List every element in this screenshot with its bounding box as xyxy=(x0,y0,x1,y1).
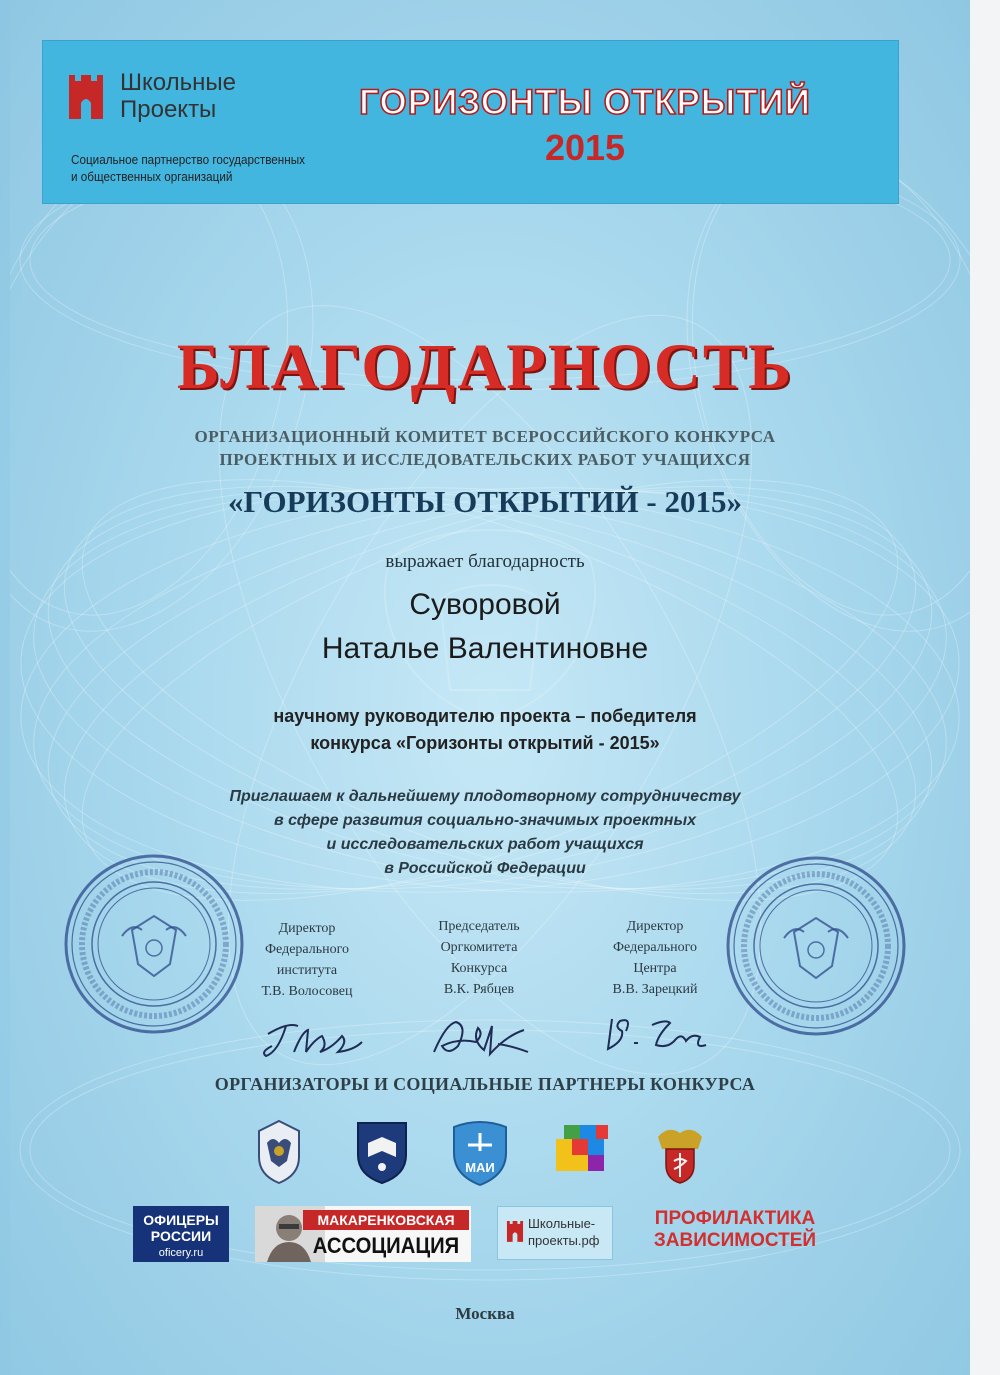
contest-name: «ГОРИЗОНТЫ ОТКРЫТИЙ - 2015» xyxy=(228,484,742,519)
invitation-line-1: Приглашаем к дальнейшему плодотворному сотрудничеству xyxy=(229,788,741,805)
committee-line-2: ПРОЕКТНЫХ И ИССЛЕДОВАТЕЛЬСКИХ РАБОТ УЧАЩИХСЯ xyxy=(219,450,751,469)
signatory-1-name: Т.В. Волосовец xyxy=(261,984,353,999)
signatory-2-name: В.К. Рябцев xyxy=(443,982,515,997)
committee-line-1: ОРГАНИЗАЦИОННЫЙ КОМИТЕТ ВСЕРОССИЙСКОГО КОНКУРСА xyxy=(194,427,776,446)
makarenko-line-1: МАКАРЕНКОВСКАЯ xyxy=(303,1210,469,1230)
signatory-1-title-1: Директор xyxy=(278,921,336,936)
signatory-3 xyxy=(560,916,750,1000)
school-projects-line-2: проекты.рф xyxy=(528,1233,600,1248)
brand-line-1: Школьные xyxy=(120,69,236,96)
recipient-role-line-2: конкурса «Горизонты открытий - 2015» xyxy=(310,733,660,753)
document-title: БЛАГОДАРНОСТЬ xyxy=(176,331,794,403)
tagline-line-2: и общественных организаций xyxy=(71,169,233,184)
header-tagline xyxy=(71,151,314,185)
makarenko-line-2: АССОЦИАЦИЯ xyxy=(312,1233,460,1258)
right-stamp-seal xyxy=(724,854,908,1038)
signatory-2-title-3: Конкурса xyxy=(450,961,508,976)
officers-of-russia-logo xyxy=(133,1206,229,1262)
signature-2 xyxy=(428,1012,548,1062)
signature-3 xyxy=(598,1005,718,1055)
invitation-line-2: в сфере развития социально-значимых проектных xyxy=(273,812,697,829)
city-footer: Москва xyxy=(455,1304,515,1323)
mai-emblem-text: МАИ xyxy=(465,1160,495,1175)
university-shield-icon xyxy=(350,1117,414,1187)
signatory-2-title-1: Председатель xyxy=(438,919,520,934)
officers-url: oficery.ru xyxy=(158,1247,204,1259)
signatory-1 xyxy=(212,918,402,1002)
signatory-3-name: В.В. Зарецкий xyxy=(612,982,698,997)
school-projects-rf-logo xyxy=(497,1206,613,1260)
organizers-heading: ОРГАНИЗАТОРЫ И СОЦИАЛЬНЫЕ ПАРТНЕРЫ КОНКУРСА xyxy=(214,1074,756,1094)
school-projects-text xyxy=(528,1215,599,1249)
recipient-surname: Суворовой xyxy=(409,588,561,621)
signatory-1-title-3: института xyxy=(276,963,338,978)
signatory-2 xyxy=(384,916,574,1000)
castle-logo-icon xyxy=(67,71,105,121)
header-banner xyxy=(42,40,899,204)
invitation-line-3: и исследовательских работ учащихся xyxy=(326,836,644,853)
officers-line-1: ОФИЦЕРЫ xyxy=(143,1212,219,1228)
school-projects-line-1: Школьные- xyxy=(528,1216,596,1231)
prevention-line-2: ЗАВИСИМОСТЕЙ xyxy=(653,1230,817,1251)
paper-edge xyxy=(970,0,1000,1375)
double-eagle-emblem-icon xyxy=(247,1117,311,1187)
brand-line-2: Проекты xyxy=(120,96,217,123)
invitation-line-4: в Российской Федерации xyxy=(384,860,586,877)
addiction-prevention-logo xyxy=(630,1208,840,1252)
header-year: 2015 xyxy=(544,127,626,168)
signatory-3-title-2: Федерального xyxy=(612,940,698,955)
signatory-1-title-2: Федерального xyxy=(264,942,350,957)
signature-1 xyxy=(258,1012,378,1062)
cube-logo-icon xyxy=(550,1117,614,1187)
signatory-3-title-1: Директор xyxy=(626,919,684,934)
signatory-3-title-3: Центра xyxy=(633,961,677,976)
header-title: ГОРИЗОНТЫ ОТКРЫТИЙ xyxy=(359,83,811,122)
prevention-line-1: ПРОФИЛАКТИКА xyxy=(654,1208,816,1229)
officers-line-2: РОССИИ xyxy=(150,1228,212,1244)
brand-name xyxy=(120,69,236,123)
mai-shield-icon xyxy=(448,1117,512,1187)
signatory-2-title-2: Оргкомитета xyxy=(440,940,518,955)
recipient-given-names: Наталье Валентиновне xyxy=(321,632,649,665)
expresses-gratitude: выражает благодарность xyxy=(385,551,585,572)
tagline-line-1: Социальное партнерство государственных xyxy=(71,152,305,167)
federal-service-emblem-icon xyxy=(648,1117,712,1187)
makarenko-association-logo xyxy=(255,1206,471,1262)
recipient-role-line-1: научному руководителю проекта – победителя xyxy=(273,706,697,726)
castle-small-icon xyxy=(506,1219,524,1243)
